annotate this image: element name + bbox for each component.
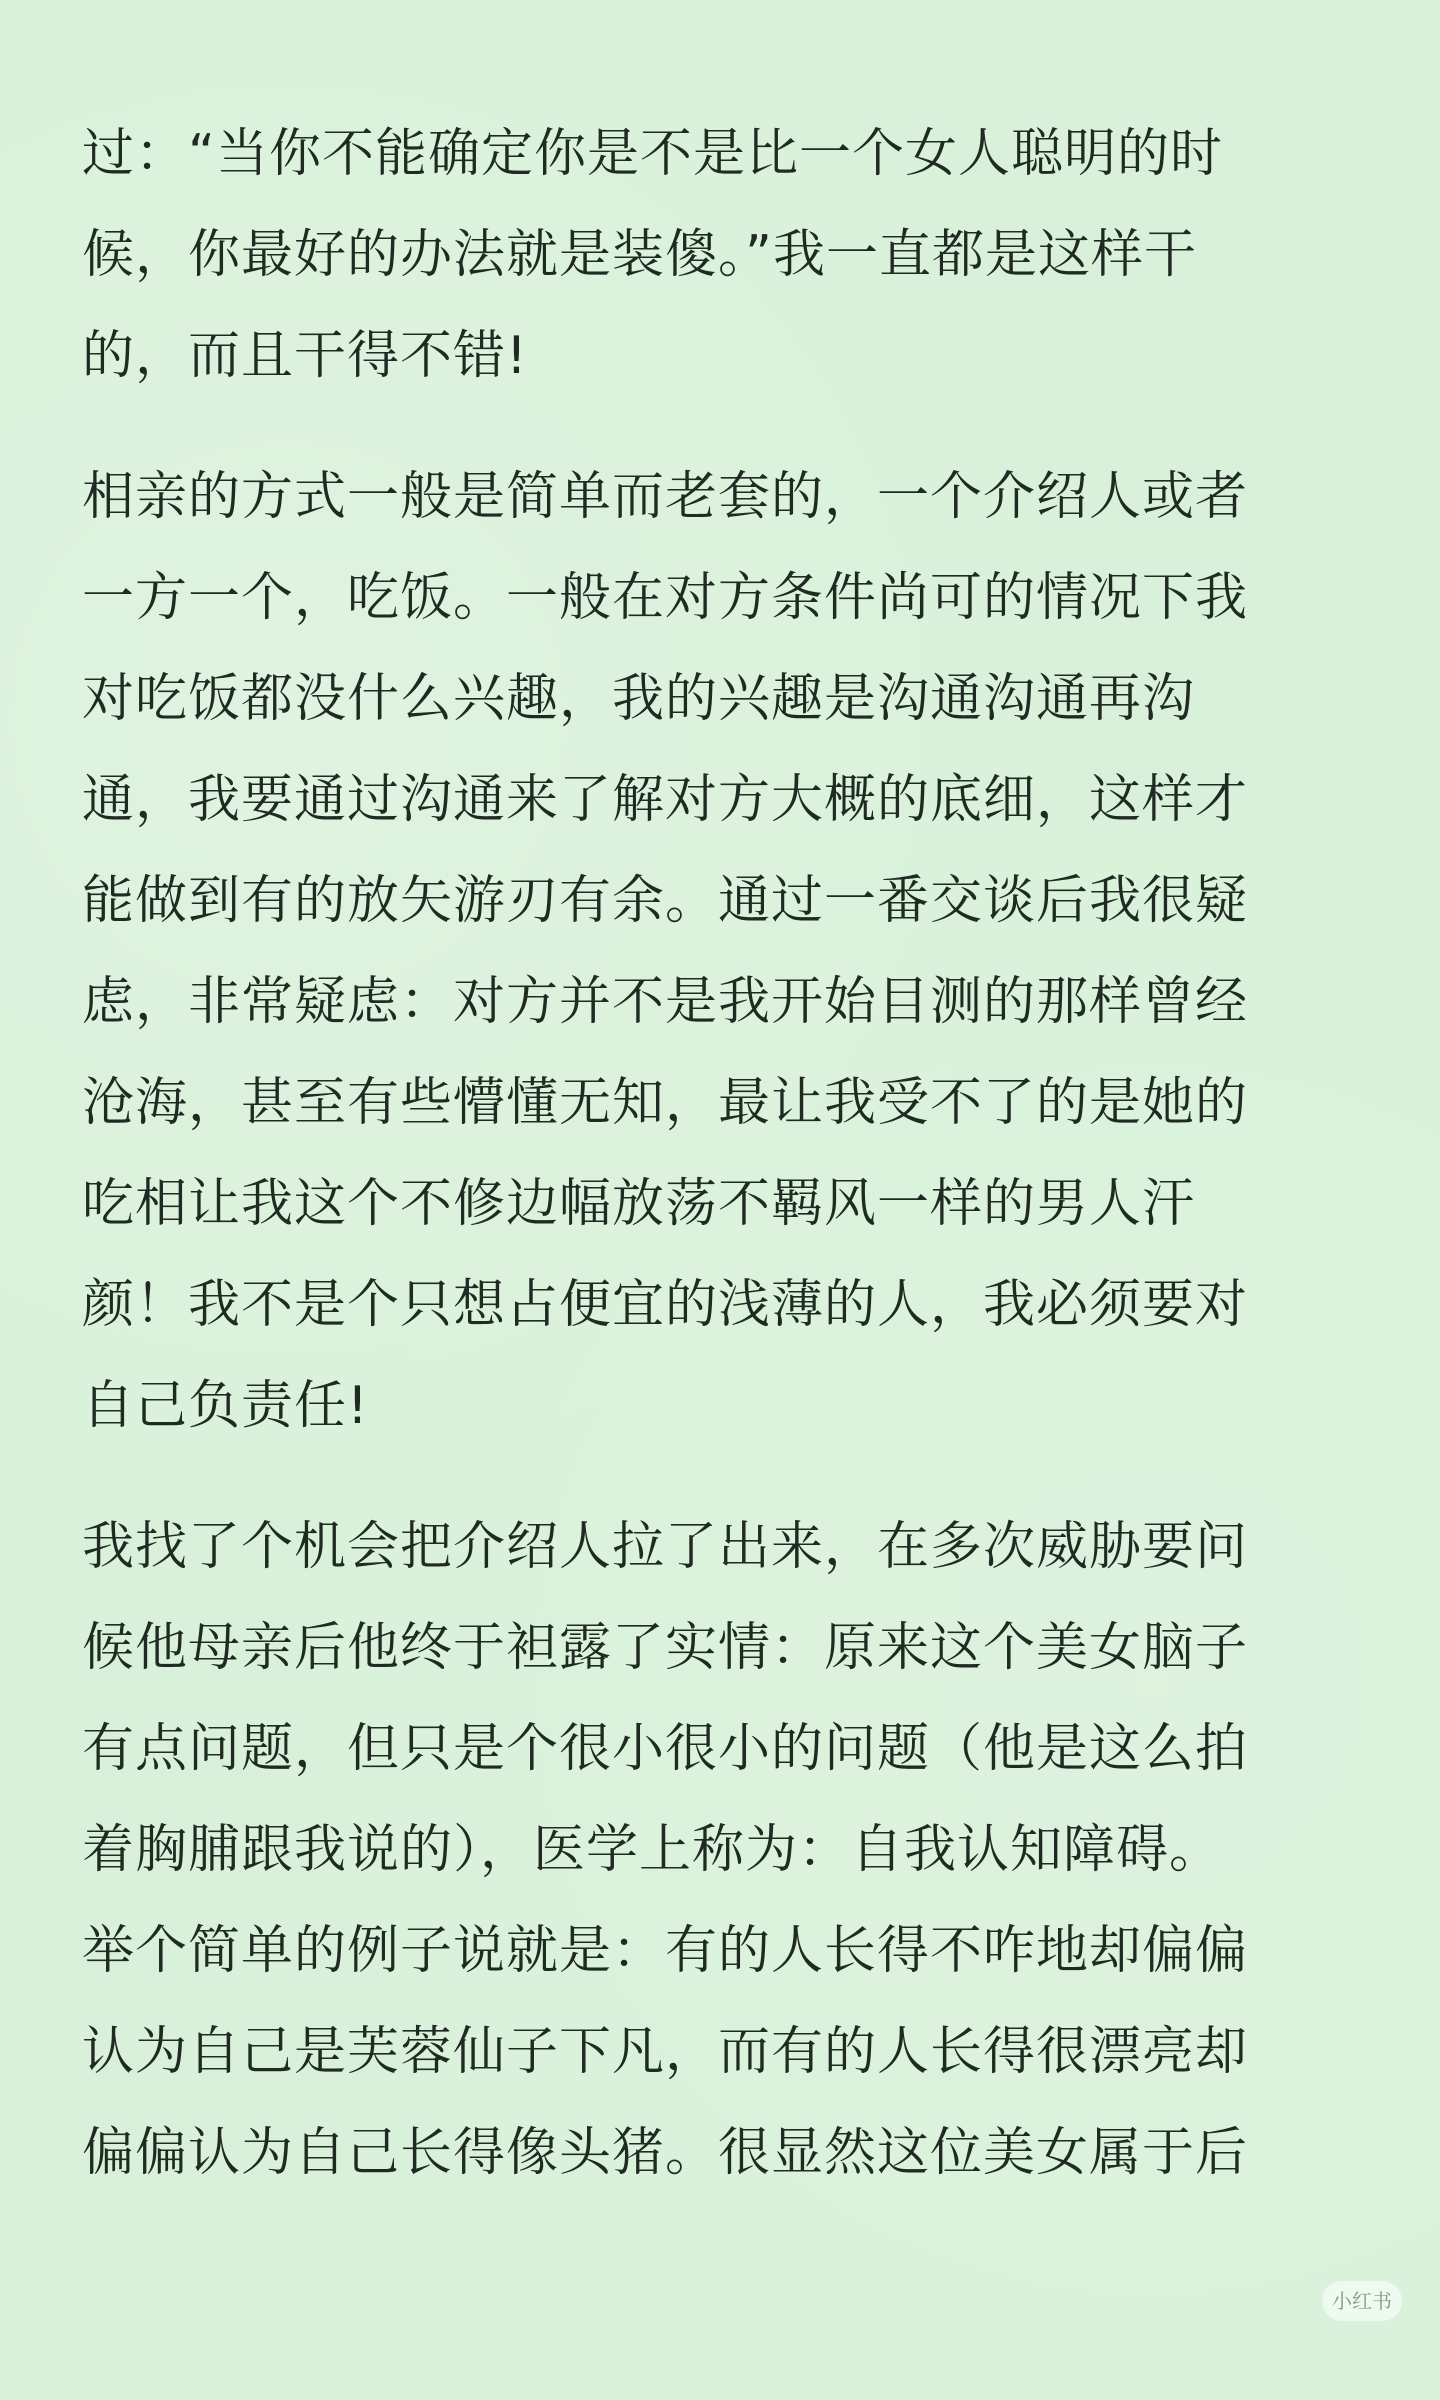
text-line: 过：“当你不能确定你是不是比一个女人聪明的时 bbox=[82, 124, 1223, 184]
text-line: 的，而且干得不错! bbox=[82, 326, 528, 386]
text-line: 我找了个机会把介绍人拉了出来，在多次威胁要问 bbox=[82, 1517, 1249, 1577]
paragraph-3 bbox=[82, 1497, 1372, 2204]
text-line: 候他母亲后他终于袒露了实情：原来这个美女脑子 bbox=[82, 1618, 1249, 1678]
text-line: 颜！我不是个只想占便宜的浅薄的人，我必须要对 bbox=[82, 1275, 1249, 1335]
paragraph-2 bbox=[82, 447, 1372, 1457]
text-line: 相亲的方式一般是简单而老套的，一个介绍人或者 bbox=[82, 467, 1249, 527]
text-line: 偏偏认为自己长得像头猪。很显然这位美女属于后 bbox=[82, 2123, 1249, 2183]
text-line: 能做到有的放矢游刃有余。通过一番交谈后我很疑 bbox=[82, 871, 1249, 931]
article-body bbox=[82, 104, 1372, 2244]
text-line: 沧海，甚至有些懵懂无知，最让我受不了的是她的 bbox=[82, 1073, 1249, 1133]
text-line: 吃相让我这个不修边幅放荡不羁风一样的男人汗 bbox=[82, 1174, 1196, 1234]
text-line: 举个简单的例子说就是：有的人长得不咋地却偏偏 bbox=[82, 1921, 1249, 1981]
text-line: 通，我要通过沟通来了解对方大概的底细，这样才 bbox=[82, 770, 1249, 830]
text-line: 自己负责任! bbox=[82, 1376, 369, 1436]
text-line: 认为自己是芙蓉仙子下凡，而有的人长得很漂亮却 bbox=[82, 2022, 1249, 2082]
text-line: 虑，非常疑虑：对方并不是我开始目测的那样曾经 bbox=[82, 972, 1249, 1032]
text-line: 对吃饭都没什么兴趣，我的兴趣是沟通沟通再沟 bbox=[82, 669, 1196, 729]
paragraph-1 bbox=[82, 104, 1372, 407]
text-line: 候，你最好的办法就是装傻。”我一直都是这样干 bbox=[82, 225, 1197, 285]
text-line: 一方一个，吃饭。一般在对方条件尚可的情况下我 bbox=[82, 568, 1249, 628]
text-line: 有点问题，但只是个很小很小的问题（他是这么拍 bbox=[82, 1719, 1249, 1779]
xiaohongshu-watermark: 小红书 bbox=[1322, 2281, 1402, 2321]
text-line: 着胸脯跟我说的），医学上称为：自我认知障碍。 bbox=[82, 1820, 1223, 1880]
